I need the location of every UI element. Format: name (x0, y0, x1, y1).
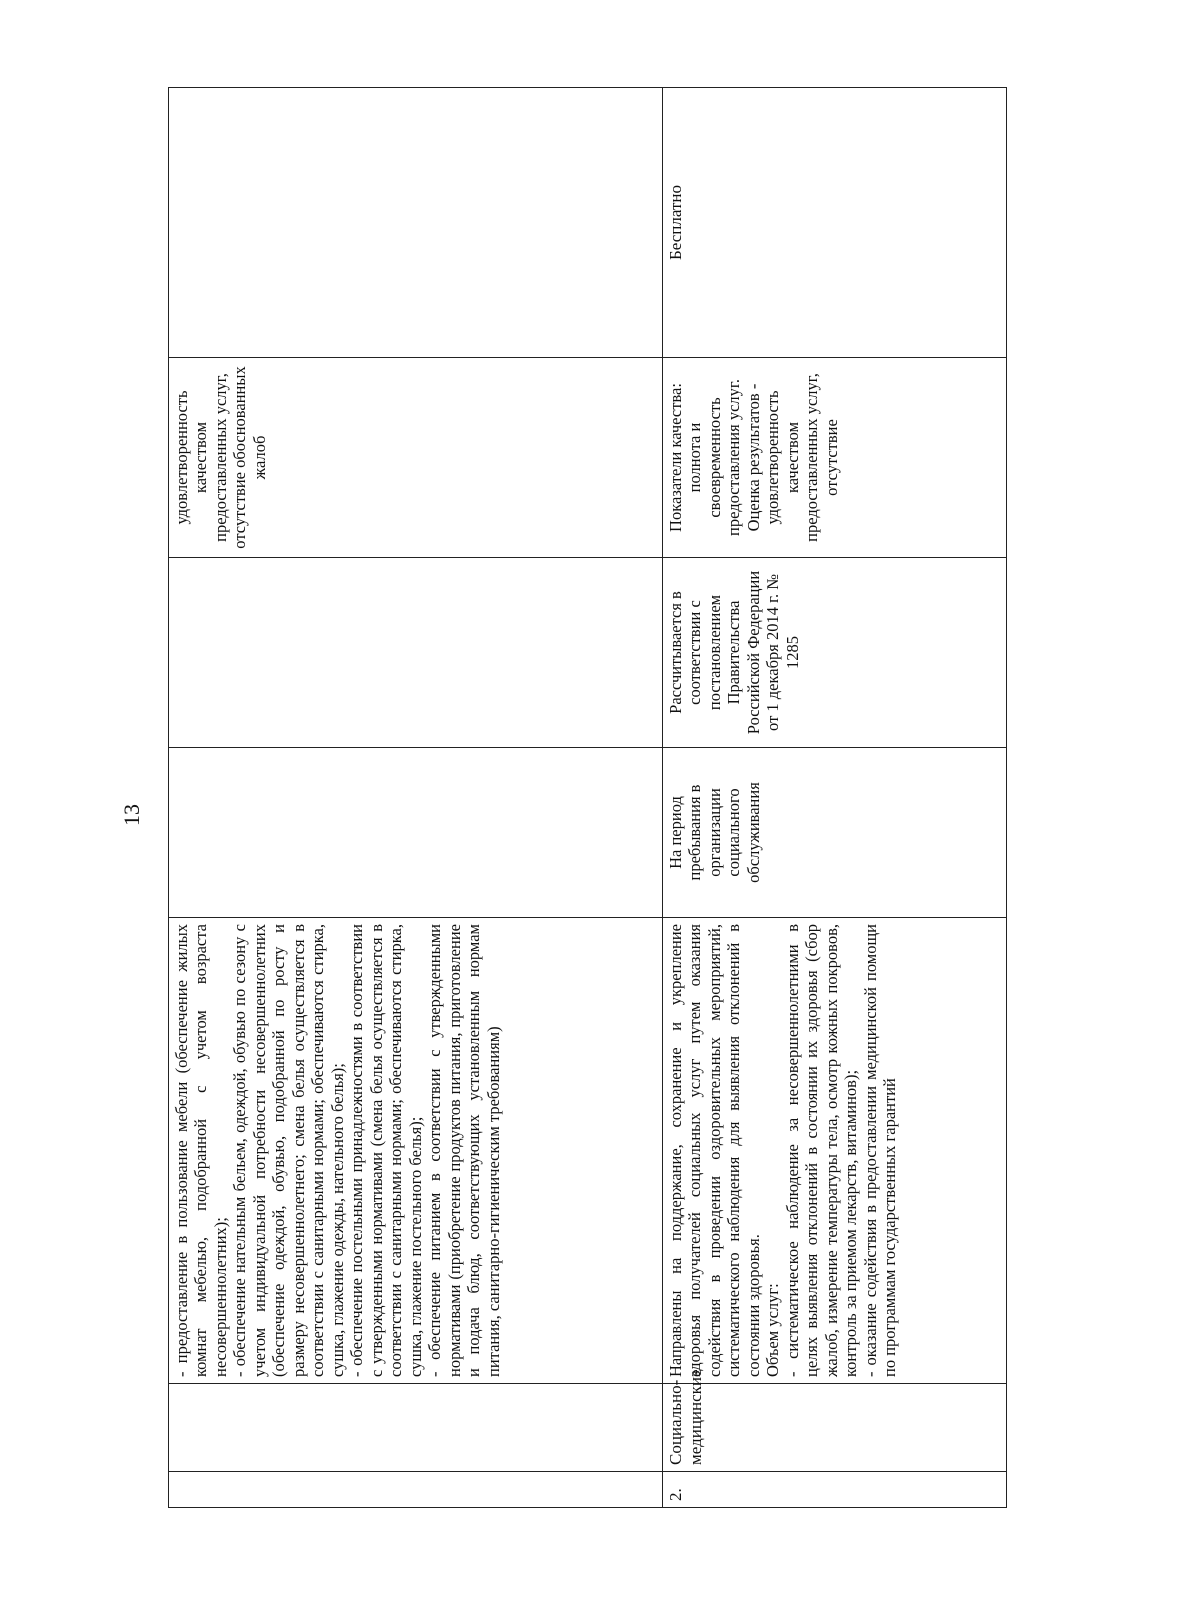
service-description (169, 918, 663, 1384)
service-term (169, 748, 663, 918)
row-number: 2. (663, 1472, 1007, 1508)
services-table-sheet (168, 88, 1006, 1508)
service-conditions: Бесплатно (663, 88, 1007, 358)
service-normative: Рассчитывается в соответствии с постановлением Правительства Российской Федерации от 1 декабря 2014 г. № 1285 (663, 558, 1007, 748)
description-item: - предоставление в пользование мебели (обеспечение жилых комнат мебелью, подобранной с учетом возраста несовершеннолетних); (172, 924, 230, 1377)
service-conditions (169, 88, 663, 358)
service-term: На период пребывания в организации социального обслуживания (663, 748, 1007, 918)
table-row (169, 88, 663, 1508)
description-item: - систематическое наблюдение за несовершеннолетними в целях выявления отклонений в состоянии их здоровья (сбор жалоб, измерение температуры тела, осмотр кожных покровов, контроль за приемом лекарств, витаминов); (782, 924, 861, 1377)
service-quality: удовлетворенность качеством предоставленных услуг, отсутствие обоснованных жалоб (169, 358, 663, 558)
description-item: Направлены на поддержание, сохранение и укрепление здоровья получателей социальных услуг путем оказания содействия в проведении оздоровительных мероприятий, систематического наблюдения для выявления отклонений в состоянии здоровья. (666, 924, 763, 1377)
table-row (663, 88, 1007, 1508)
rotated-table-frame (168, 88, 1006, 1508)
description-item: - обеспечение питанием в соответствии с утвержденными нормативами (приобретение продуктов питания, приготовление и подача блюд, соответствующих установленным нормам питания, санитарно-гигиеническим требованиям) (425, 924, 503, 1377)
row-number (169, 1472, 663, 1508)
service-quality: Показатели качества: полнота и своевременность предоставления услуг. Оценка результатов - удовлетворенность качеством предоставленных услуг, отсутствие (663, 358, 1007, 558)
page-number: 13 (119, 804, 144, 826)
service-name: Социально-медицинские (663, 1384, 1007, 1472)
description-item: - обеспечение нательным бельем, одеждой, обувью по сезону с учетом индивидуальной потребности несовершеннолетних (обеспечение одеждой, обувью, подобранной по росту и размеру несовершеннолетнего; смена белья осуществляется в соответствии с санитарными нормами; обеспечиваются стирка, сушка, глажение одежды, нательного белья); (230, 924, 347, 1377)
service-name (169, 1384, 663, 1472)
services-table (168, 87, 1007, 1508)
description-item: - оказание содействия в предоставлении медицинской помощи по программам государственных гарантий (860, 924, 900, 1377)
service-description (663, 918, 1007, 1384)
service-normative (169, 558, 663, 748)
description-item: - обеспечение постельными принадлежностями в соответствии с утвержденными нормативами (смена белья осуществляется в соответствии с санитарными нормами; обеспечиваются стирка, сушка, глажение постельного белья); (347, 924, 425, 1377)
description-item: Объем услуг: (763, 1283, 783, 1377)
